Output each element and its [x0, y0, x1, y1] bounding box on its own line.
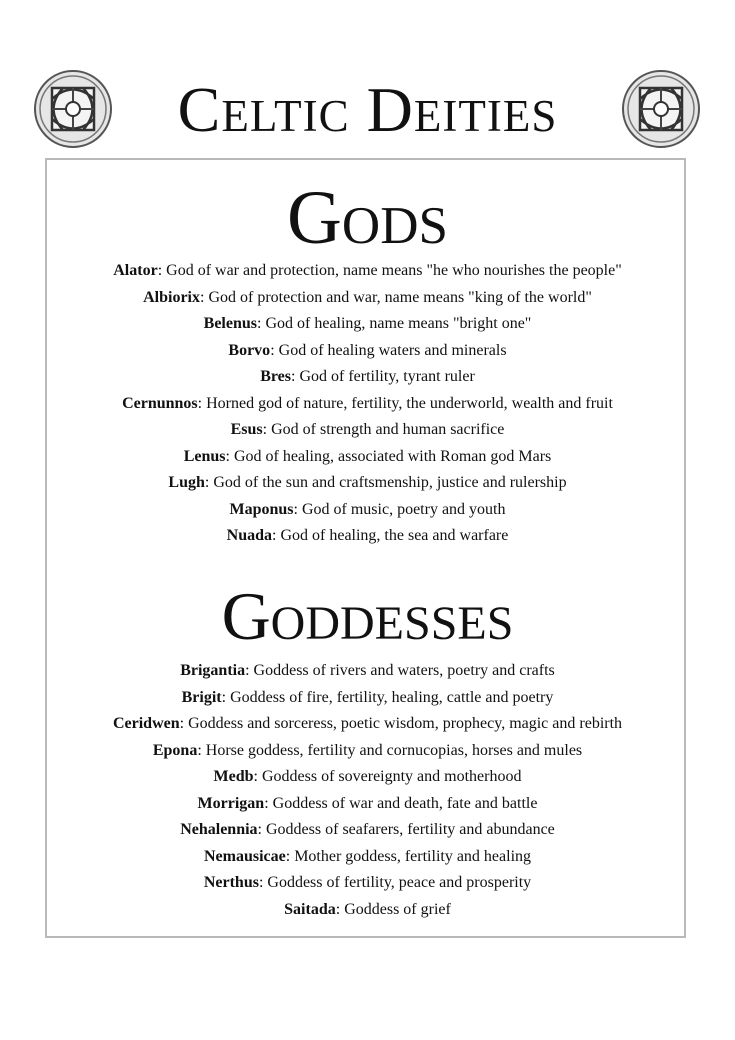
god-entry	[47, 338, 688, 365]
goddesses-list	[47, 658, 688, 923]
deity-description: God of war and protection, name means "he who nourishes the people"	[166, 262, 622, 279]
deity-name: Nemausicae	[203, 847, 286, 865]
separator: :	[270, 341, 279, 359]
separator: :	[197, 394, 207, 412]
deity-name: Nehalennia	[180, 821, 258, 838]
deity-name: Nerthus	[203, 874, 259, 891]
deity-name: Borvo	[228, 341, 271, 359]
separator: :	[293, 500, 302, 518]
deity-description: God of strength and human sacrifice	[271, 421, 505, 438]
deity-description: Goddess of grief	[344, 900, 451, 918]
god-entry	[47, 523, 688, 550]
separator: :	[264, 794, 273, 812]
gods-list	[47, 258, 688, 550]
goddess-entry	[47, 658, 688, 685]
separator: :	[225, 447, 234, 465]
goddess-entry	[47, 817, 688, 844]
deity-name: Morrigan	[197, 794, 265, 812]
deity-description: God of healing, name means "bright one"	[265, 315, 532, 332]
goddess-entry	[47, 844, 688, 871]
god-entry	[47, 364, 688, 391]
deity-name: Cernunnos	[122, 394, 198, 412]
goddesses-heading: Goddesses	[221, 578, 514, 654]
deity-description: Goddess and sorceress, poetic wisdom, prophecy, magic and rebirth	[188, 715, 623, 732]
god-entry	[47, 285, 688, 312]
goddess-entry	[47, 764, 688, 791]
separator: :	[291, 368, 300, 385]
deity-name: Belenus	[203, 315, 257, 332]
deity-name: Nuada	[226, 527, 272, 544]
goddess-entry	[47, 791, 688, 818]
goddess-entry	[47, 897, 688, 924]
separator: :	[197, 741, 206, 759]
separator: :	[179, 715, 189, 732]
deity-description: Goddess of rivers and waters, poetry and crafts	[253, 662, 555, 679]
deity-description: God of healing, the sea and warfare	[280, 527, 509, 544]
deity-name: Alator	[113, 262, 158, 279]
separator: :	[285, 847, 295, 865]
god-entry	[47, 391, 688, 418]
separator: :	[200, 288, 209, 306]
deity-description: God of protection and war, name means "king of the world"	[208, 288, 592, 306]
page-title: Celtic Deities	[177, 74, 558, 145]
deity-description: God of the sun and craftsmenship, justice and rulership	[213, 474, 567, 491]
god-entry	[47, 444, 688, 471]
deity-name: Albiorix	[143, 288, 200, 306]
separator: :	[204, 474, 214, 491]
god-entry	[47, 311, 688, 338]
deity-name: Saitada	[284, 900, 336, 918]
deity-name: Medb	[213, 768, 254, 785]
deity-description: Goddess of fire, fertility, healing, cattle and poetry	[230, 688, 554, 706]
separator: :	[257, 315, 266, 332]
deity-description: God of healing waters and minerals	[278, 341, 507, 359]
separator: :	[253, 768, 262, 785]
god-entry	[47, 497, 688, 524]
celtic-knot-icon	[620, 68, 702, 150]
deity-name: Brigit	[181, 688, 222, 706]
deity-description: Goddess of seafarers, fertility and abundance	[266, 821, 555, 838]
deity-description: Goddess of sovereignty and motherhood	[261, 768, 522, 785]
deity-description: God of healing, associated with Roman god Mars	[233, 447, 552, 465]
deity-name: Epona	[152, 741, 198, 759]
deity-description: Goddess of war and death, fate and battle	[272, 794, 538, 812]
god-entry	[47, 258, 688, 285]
separator: :	[335, 900, 345, 918]
deity-name: Brigantia	[180, 662, 246, 679]
header	[0, 68, 735, 156]
deity-name: Ceridwen	[112, 715, 180, 732]
separator: :	[257, 821, 266, 838]
goddess-entry	[47, 711, 688, 738]
gods-heading: Gods	[287, 176, 448, 260]
deity-name: Lenus	[183, 447, 226, 465]
separator: :	[221, 688, 231, 706]
god-entry	[47, 417, 688, 444]
deity-description: Mother goddess, fertility and healing	[294, 847, 532, 865]
deity-name: Esus	[230, 421, 263, 438]
goddess-entry	[47, 685, 688, 712]
celtic-knot-icon	[32, 68, 114, 150]
god-entry	[47, 470, 688, 497]
deity-description: God of fertility, tyrant ruler	[299, 368, 475, 385]
separator: :	[258, 874, 268, 891]
separator: :	[245, 662, 254, 679]
goddess-entry	[47, 738, 688, 765]
deity-name: Bres	[260, 368, 291, 385]
separator: :	[272, 527, 281, 544]
deity-description: Horned god of nature, fertility, the underworld, wealth and fruit	[206, 394, 613, 412]
deity-description: God of music, poetry and youth	[301, 500, 506, 518]
deity-description: Horse goddess, fertility and cornucopias, horses and mules	[205, 741, 583, 759]
deity-name: Maponus	[229, 500, 294, 518]
goddess-entry	[47, 870, 688, 897]
deity-name: Lugh	[168, 474, 205, 491]
deity-description: Goddess of fertility, peace and prosperity	[267, 874, 532, 891]
separator: :	[262, 421, 272, 438]
separator: :	[157, 262, 167, 279]
content-frame	[45, 158, 686, 938]
